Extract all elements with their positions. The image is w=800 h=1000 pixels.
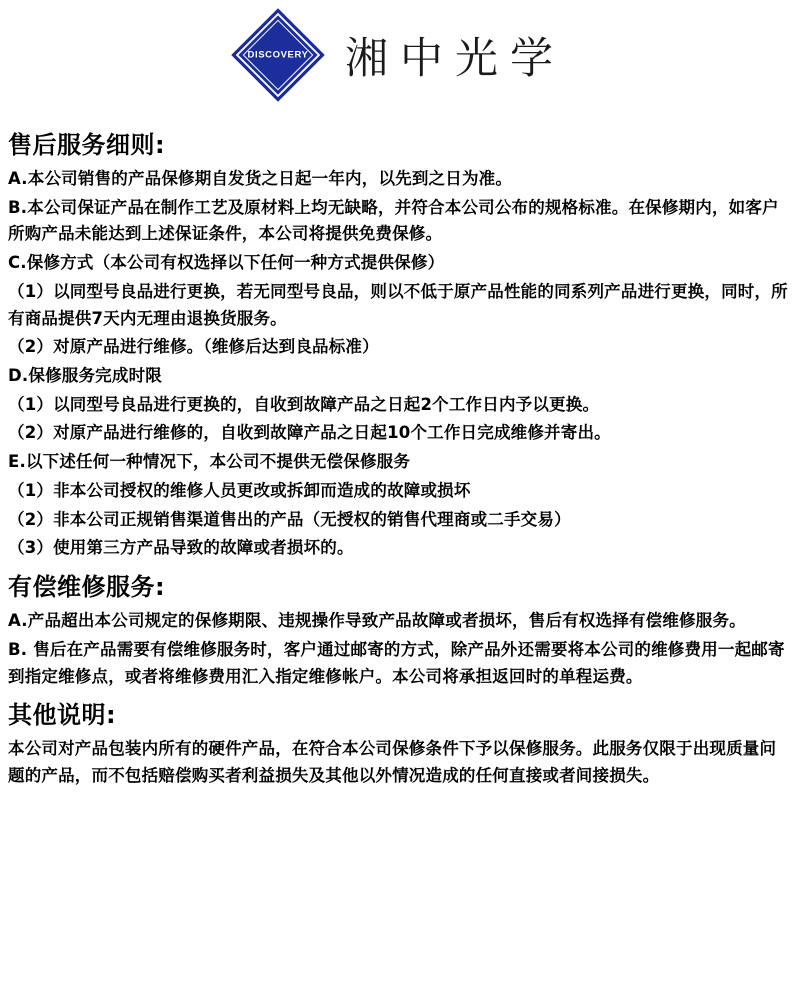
paragraph: （2）非本公司正规销售渠道售出的产品（无授权的销售代理商或二手交易）: [8, 509, 571, 529]
paragraph: 本公司对产品包装内所有的硬件产品，在符合本公司保修条件下予以保修服务。此服务仅限于出现质量问题的产品，而不包括赔偿购买者利益损失及其他以外情况造成的任何直接或者间接损失。: [8, 739, 777, 785]
paragraph: A.本公司销售的产品保修期自发货之日起一年内，以先到之日为准。: [8, 169, 513, 188]
paragraph: （1）非本公司授权的维修人员更改或拆卸而造成的故障或损坏: [8, 480, 471, 500]
paragraph: D.保修服务完成时限: [8, 366, 162, 386]
paragraph: B.本公司保证产品在制作工艺及原材料上均无缺略，并符合本公司公布的规格标准。在保修期内，如客户所购产品未能达到上述保证条件，本公司将提供免费保修。: [8, 197, 779, 244]
document-header: [0, 0, 800, 108]
section-title-after-sales: 售后服务细则:: [8, 131, 166, 159]
brand-name: 湘中光学: [345, 33, 565, 84]
paragraph: （3）使用第三方产品导致的故障或者损坏的。: [8, 538, 354, 558]
paragraph: （2）对原产品进行维修。（维修后达到良品标准）: [8, 337, 379, 357]
section-title-paid-repair: 有偿维修服务:: [8, 573, 166, 602]
paragraph: E.以下述任何一种情况下，本公司不提供无偿保修服务: [8, 452, 411, 472]
diamond-logo-icon: [235, 12, 321, 98]
document-body: [0, 108, 800, 790]
paragraph: C.保修方式（本公司有权选择以下任何一种方式提供保修）: [8, 253, 445, 273]
paragraph: B. 售后在产品需要有偿维修服务时，客户通过邮寄的方式，除产品外还需要将本公司的维修费用一起邮寄到指定维修点，或者将维修费用汇入指定维修帐户。本公司将承担返回时的单程运费。: [8, 639, 785, 686]
logo-badge-text: DISCOVERY: [247, 49, 309, 61]
paragraph: （1）以同型号良品进行更换的，自收到故障产品之日起2个工作日内予以更换。: [8, 394, 600, 414]
paragraph: （1）以同型号良品进行更换，若无同型号良品，则以不低于原产品性能的同系列产品进行更换，同时，所有商品提供7天内无理由退换货服务。: [8, 281, 788, 328]
paragraph: A.产品超出本公司规定的保修期限、违规操作导致产品故障或者损坏，售后有权选择有偿维修服务。: [8, 611, 746, 631]
paragraph: （2）对原产品进行维修的，自收到故障产品之日起10个工作日完成维修并寄出。: [8, 423, 611, 443]
section-title-other-notes: 其他说明:: [8, 701, 117, 730]
